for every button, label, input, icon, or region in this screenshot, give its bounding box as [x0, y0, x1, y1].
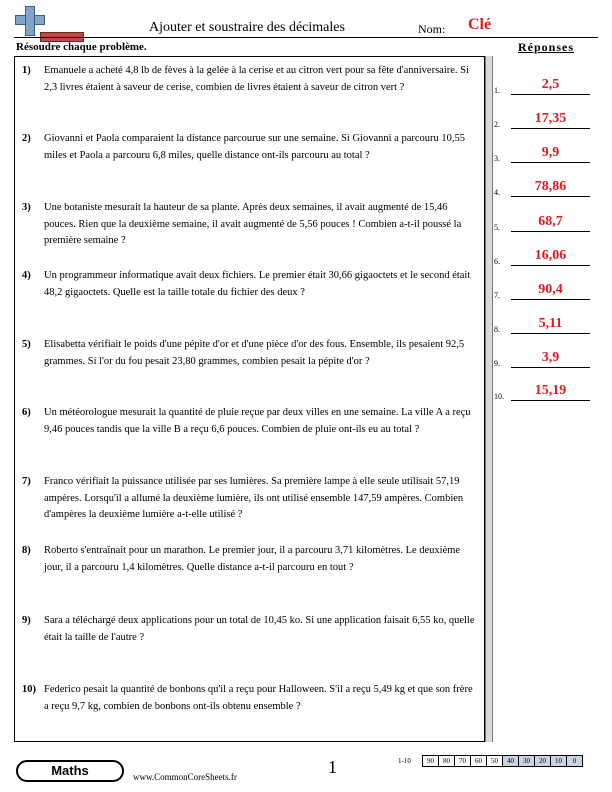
- answer-number: 7.: [494, 291, 500, 300]
- score-cell: 60: [471, 756, 487, 767]
- question-6: [22, 405, 477, 438]
- question-number: 3): [22, 202, 31, 213]
- answer-line: [511, 299, 590, 300]
- answer-10: [494, 377, 598, 401]
- question-9: [22, 613, 477, 646]
- answer-9: [494, 344, 598, 368]
- score-cell: 30: [519, 756, 535, 767]
- answer-value: 15,19: [534, 383, 567, 398]
- question-10: [22, 682, 477, 715]
- answer-5: [494, 208, 598, 232]
- answer-value: 16,06: [534, 248, 567, 263]
- question-text: Emanuele a acheté 4,8 lb de fèves à la gelée à la cerise et au citron vert pour sa fête d'anniversaire. Si 2,3 livres étaient à saveur de cerise, combien de livres étaient à saveur de citron vert ?: [44, 65, 469, 93]
- question-number: 4): [22, 270, 31, 281]
- answer-line: [511, 128, 590, 129]
- question-4: [22, 268, 477, 301]
- question-text: Federico pesait la quantité de bonbons qu'il a reçu pour Halloween. S'il a reçu 5,49 kg et que son frère a reçu 9,7 kg, combien de bonbons ont-ils obtenu ensemble ?: [44, 684, 473, 712]
- score-cell: 80: [439, 756, 455, 767]
- answer-line: [511, 367, 590, 368]
- answer-3: [494, 139, 598, 163]
- answer-2: [494, 105, 598, 129]
- question-2: [22, 131, 477, 164]
- score-cell: 0: [567, 756, 583, 767]
- answer-value: 17,35: [534, 111, 567, 126]
- answer-number: 10.: [494, 392, 504, 401]
- question-8: [22, 543, 477, 576]
- logo: [14, 6, 60, 40]
- score-label: 1-10: [398, 757, 411, 765]
- question-text: Un programmeur informatique avait deux fichiers. Le premier était 30,66 gigaoctets et le second était 48,2 gigaoctets. Quelle est la taille totale du fichier des deux ?: [44, 270, 471, 298]
- subject-badge: Maths: [16, 760, 124, 782]
- answer-value: 9,9: [541, 145, 560, 160]
- answer-line: [511, 94, 590, 95]
- answer-6: [494, 242, 598, 266]
- question-text: Franco vérifiait la puissance utilisée par ses lumières. Sa première lampe à elle seule utilisait 57,19 ampères. Lorsqu'il a allumé la deuxième lumière, ils ont utilisé ensemble 147,59 ampères. Combien d'ampères la deuxième lumière a-t-elle utilisé ?: [44, 476, 464, 520]
- score-cell: 40: [503, 756, 519, 767]
- answer-number: 8.: [494, 325, 500, 334]
- score-cell: 90: [423, 756, 439, 767]
- answer-number: 3.: [494, 154, 500, 163]
- score-cell: 10: [551, 756, 567, 767]
- answer-line: [511, 265, 590, 266]
- question-text: Sara a téléchargé deux applications pour un total de 10,45 ko. Si une application faisait 6,55 ko, quelle était la taille de l'autre ?: [44, 615, 475, 643]
- question-3: [22, 200, 477, 250]
- question-number: 2): [22, 133, 31, 144]
- answer-line: [511, 231, 590, 232]
- site-url: www.CommonCoreSheets.fr: [133, 772, 237, 782]
- answer-value: 68,7: [538, 214, 563, 229]
- answers-title: Réponses: [518, 40, 575, 54]
- answer-number: 1.: [494, 86, 500, 95]
- question-number: 8): [22, 545, 31, 556]
- question-7: [22, 474, 477, 524]
- answer-number: 4.: [494, 188, 500, 197]
- question-number: 7): [22, 476, 31, 487]
- logo-plus-shape-vertical: [25, 6, 35, 36]
- answer-number: 5.: [494, 223, 500, 232]
- question-text: Un météorologue mesurait la quantité de pluie reçue par deux villes en une semaine. La ville A a reçu 9,46 pouces tandis que la ville B a reçu 6,6 pouces. Combien de pluie ont-ils eu au total ?: [44, 407, 471, 435]
- answer-4: [494, 173, 598, 197]
- answer-line: [511, 333, 590, 334]
- name-value: Clé: [468, 16, 492, 33]
- answer-value: 3,9: [541, 350, 560, 365]
- name-label: Nom:: [418, 22, 446, 36]
- answer-line: [511, 400, 590, 401]
- question-text: Giovanni et Paola comparaient la distance parcourue sur une semaine. Si Giovanni a parcouru 10,55 miles et Paola a parcouru 6,8 miles, quelle distance ont-ils parcouru au total ?: [44, 133, 466, 161]
- answer-number: 9.: [494, 359, 500, 368]
- column-divider: [485, 56, 493, 742]
- worksheet-title: Ajouter et soustraire des décimales: [149, 20, 345, 35]
- answer-value: 5,11: [538, 316, 563, 331]
- page-number: 1: [328, 757, 337, 777]
- question-text: Elisabetta vérifiait le poids d'une pépite d'or et d'une pièce d'or des fous. Ensemble, ils pesaient 92,5 grammes. Si l'or du fou pesait 23,80 grammes, combien pesait la pépite d'or ?: [44, 339, 465, 367]
- score-cell: 70: [455, 756, 471, 767]
- answer-value: 2,5: [541, 77, 560, 92]
- answer-1: [494, 71, 598, 95]
- score-cell: 50: [487, 756, 503, 767]
- question-number: 1): [22, 65, 31, 76]
- answer-number: 6.: [494, 257, 500, 266]
- question-text: Une botaniste mesurait la hauteur de sa plante. Après deux semaines, il avait augmenté de 15,46 pouces. Rien que la deuxième semaine, il avait augmenté de 5,56 pouces ! Combien a-t-il poussé la première semaine ?: [44, 202, 462, 246]
- score-table: [398, 755, 583, 767]
- answer-value: 78,86: [534, 179, 567, 194]
- instructions: Résoudre chaque problème.: [16, 41, 147, 53]
- answer-number: 2.: [494, 120, 500, 129]
- answer-line: [511, 196, 590, 197]
- header-rule: [14, 37, 598, 38]
- question-number: 9): [22, 615, 31, 626]
- answer-8: [494, 310, 598, 334]
- answer-7: [494, 276, 598, 300]
- answer-value: 90,4: [538, 282, 563, 297]
- question-number: 5): [22, 339, 31, 350]
- score-cell: 20: [535, 756, 551, 767]
- question-number: 10): [22, 684, 36, 695]
- question-text: Roberto s'entraînait pour un marathon. Le premier jour, il a parcouru 3,71 kilomètres. Le deuxième jour, il a parcouru 1,4 kilomètres. Quelle distance a-t-il parcouru en tout ?: [44, 545, 461, 573]
- question-number: 6): [22, 407, 31, 418]
- question-5: [22, 337, 477, 370]
- question-1: [22, 63, 477, 96]
- answer-line: [511, 162, 590, 163]
